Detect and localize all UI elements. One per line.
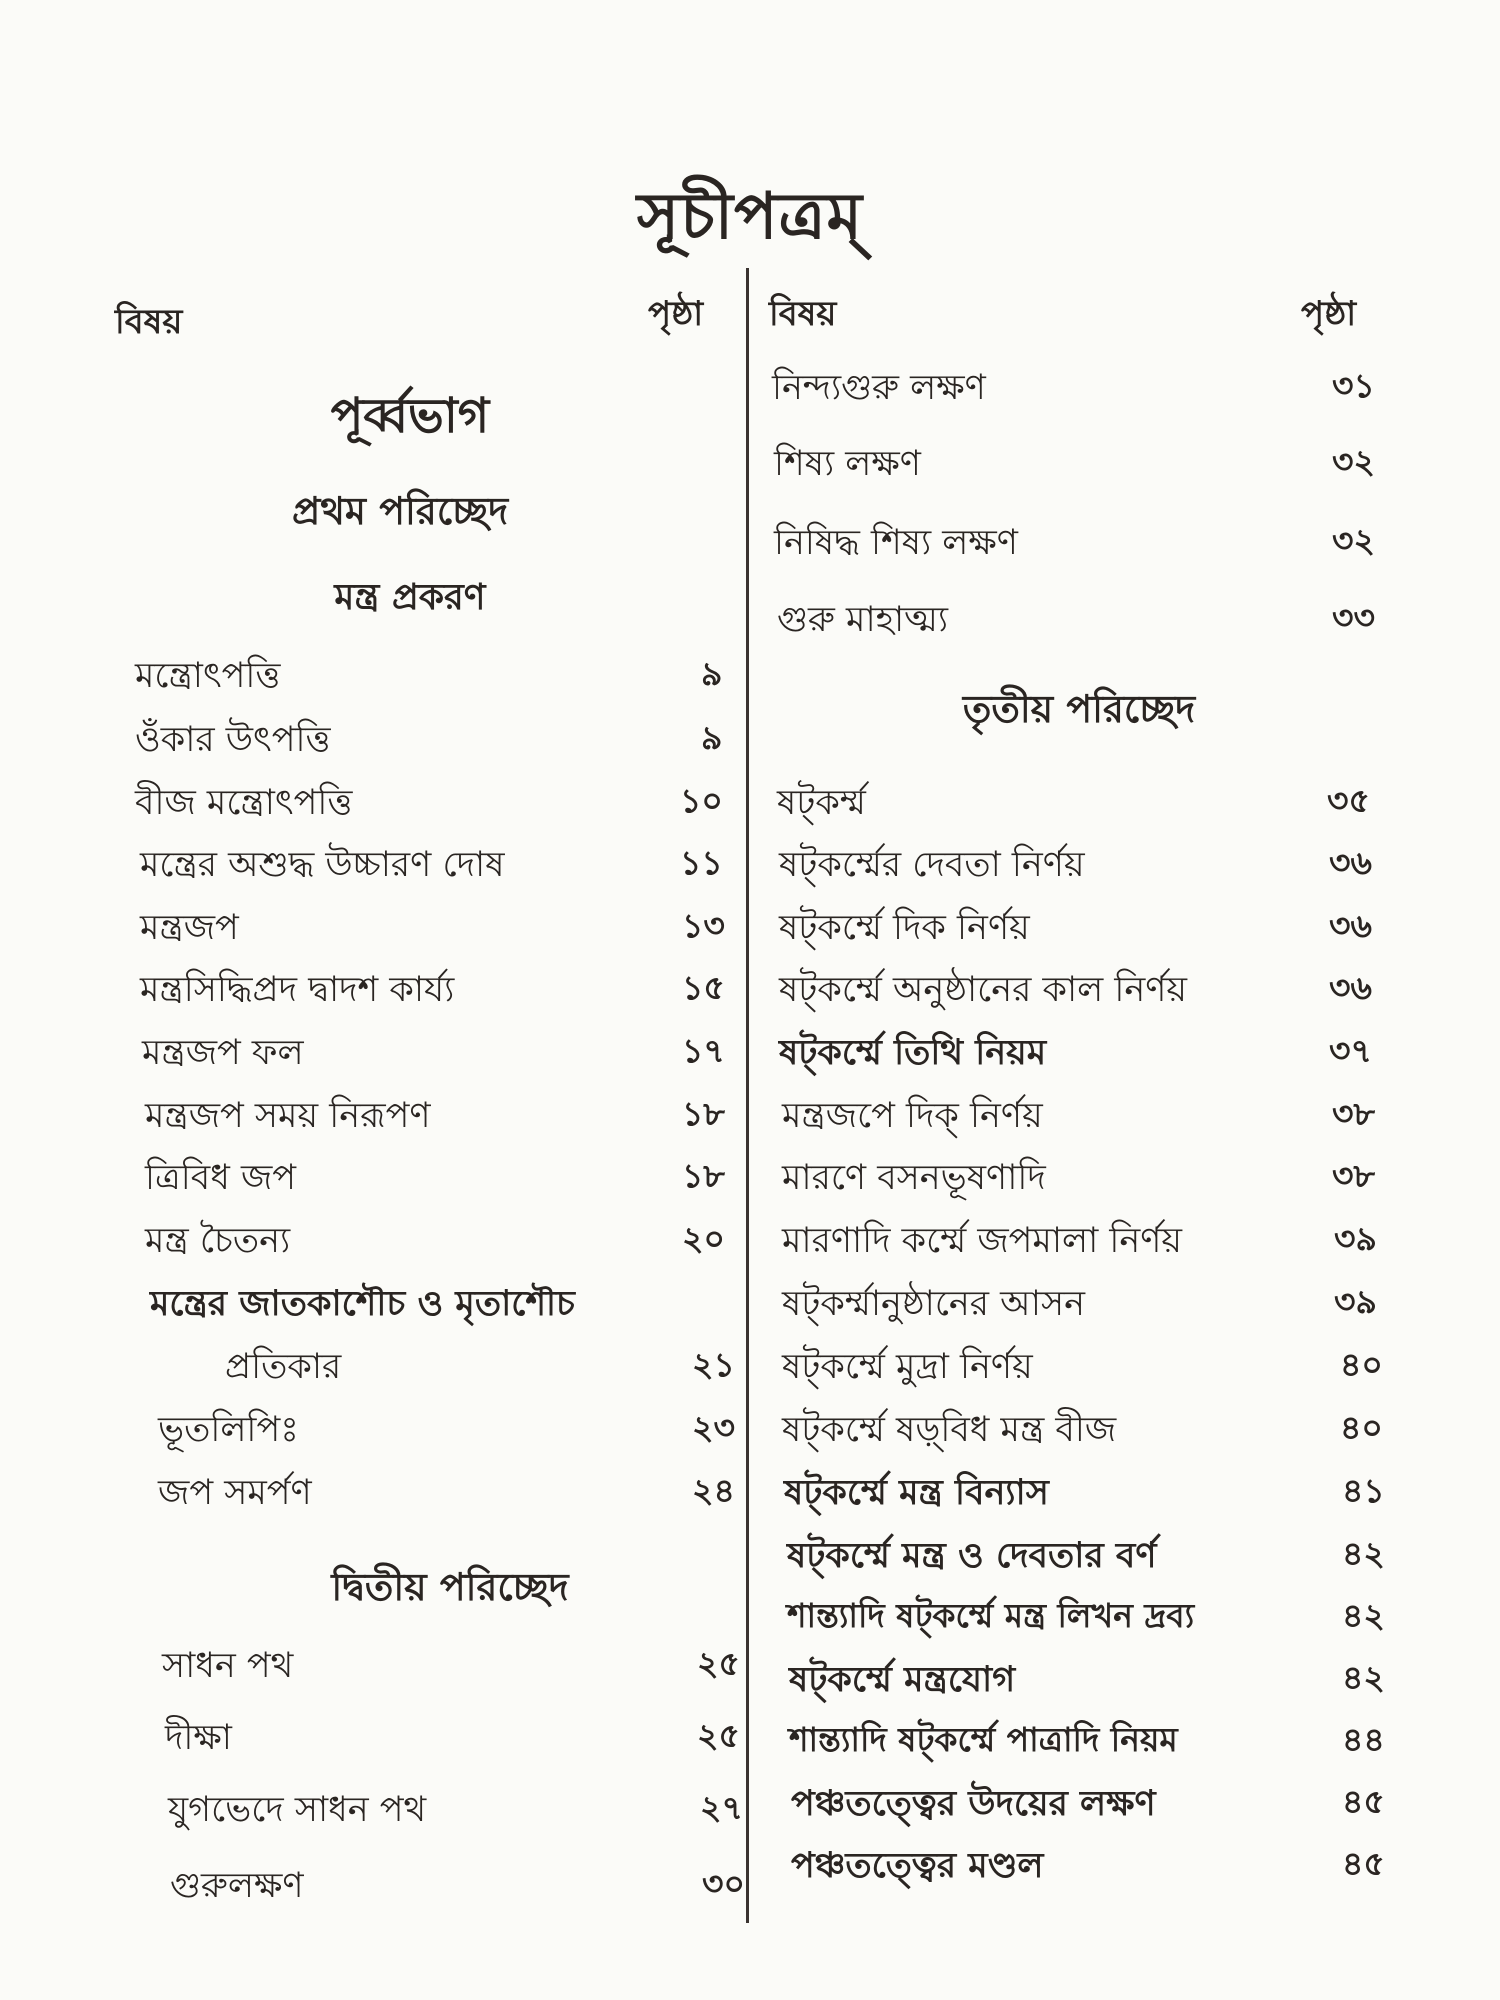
toc-entry-title: ভূতলিপিঃ [158,1410,299,1450]
toc-entry-page: ১৮ [682,1094,725,1133]
toc-entry-title: ষট্‌কর্ম্মে মন্ত্রযোগ [789,1660,1016,1700]
column-divider [746,268,749,1923]
toc-entry-title: নিন্দ্যগুরু লক্ষণ [772,368,986,408]
toc-entry-title: মন্ত্রের জাতকাশৌচ ও মৃতাশৌচ [150,1284,575,1324]
toc-entry-title: মারণে বসনভূষণাদি [782,1158,1046,1198]
toc-entry-title: মন্ত্রের অশুদ্ধ উচ্চারণ দোষ [140,845,505,885]
right-header-subject: বিষয় [769,294,837,334]
right-header-page: পৃষ্ঠা [1301,294,1357,334]
toc-entry-page: ২৩ [692,1408,735,1447]
chapter1-subheading: মন্ত্র প্রকরণ [334,577,486,618]
toc-entry-title: মন্ত্রজপ [140,908,239,948]
chapter2-heading: দ্বিতীয় পরিচ্ছেদ [331,1565,569,1609]
part-heading: পূর্ব্বভাগ [330,388,490,444]
toc-entry-page: ৯ [701,718,723,757]
toc-entry-page: ২০ [682,1219,725,1258]
toc-entry-page: ৩৬ [1329,906,1372,945]
toc-entry-page: ৩০ [702,1864,745,1903]
chapter1-heading: প্রথম পরিচ্ছেদ [291,489,509,533]
toc-entry-page: ৪২ [1342,1534,1385,1573]
toc-entry-page: ৪০ [1340,1345,1383,1384]
toc-entry-title: গুরুলক্ষণ [170,1866,304,1906]
toc-entry-page: ৩১ [1332,366,1375,405]
toc-entry-title: ষট্‌কর্ম্মে মন্ত্র ও দেবতার বর্ণ [787,1536,1157,1576]
toc-entry-page: ৩২ [1332,442,1375,481]
toc-entry-page: ২৫ [697,1644,740,1683]
toc-entry-title: ত্রিবিধ জপ [145,1158,297,1198]
toc-entry-page: ১৮ [682,1156,725,1195]
toc-entry-page: ৩৮ [1332,1156,1375,1195]
toc-entry-title: ষট্‌কর্ম্মে মন্ত্র বিন্যাস [784,1473,1049,1513]
left-header-page: পৃষ্ঠা [648,294,704,334]
toc-entry-title: শিষ্য লক্ষণ [774,444,921,484]
toc-entry-page: ১০ [680,781,723,820]
toc-entry-title: ষট্‌কর্ম্মে তিথি নিয়ম [779,1033,1047,1073]
toc-entry-title: বীজ মন্ত্রোৎপত্তি [135,783,353,823]
toc-entry-title: শান্ত্যাদি ষট্‌কর্ম্মে পাত্রাদি নিয়ম [789,1720,1178,1759]
toc-entry-page: ১৩ [682,906,725,945]
toc-entry-title: পঞ্চতত্ত্বের মণ্ডল [791,1846,1044,1886]
toc-entry-page: ১৫ [682,968,725,1007]
toc-entry-title: মন্ত্রোৎপত্তি [135,656,281,696]
toc-entry-title: ওঁকার উৎপত্তি [135,720,331,760]
left-header-subject: বিষয় [115,302,183,342]
toc-entry-page: ৪৫ [1342,1782,1385,1821]
chapter3-heading: তৃতীয় পরিচ্ছেদ [962,687,1196,731]
toc-entry-page: ৪৪ [1342,1720,1385,1759]
toc-entry-page: ২৪ [692,1471,735,1510]
toc-entry-page: ৩৬ [1329,843,1372,882]
toc-entry-title: নিষিদ্ধ শিষ্য লক্ষণ [774,523,1018,563]
toc-entry-page: ১১ [680,843,723,882]
toc-entry-title: ষট্‌কর্ম্মে দিক নির্ণয় [779,908,1030,948]
toc-entry-page: ২৭ [700,1788,743,1827]
toc-entry-title: শান্ত্যাদি ষট্‌কর্ম্মে মন্ত্র লিখন দ্রব্য [787,1596,1195,1635]
toc-entry-title: ষট্‌কর্ম্মে মুদ্রা নির্ণয় [782,1347,1033,1387]
toc-entry-page: ৩৭ [1329,1031,1372,1070]
toc-entry-title: মন্ত্র চৈতন্য [145,1221,291,1261]
toc-entry-title: মন্ত্রসিদ্ধিপ্রদ দ্বাদশ কার্য্য [140,970,455,1010]
toc-entry-page: ৪০ [1340,1408,1383,1447]
toc-entry-page: ৩৯ [1334,1219,1377,1258]
toc-entry-title: প্রতিকার [225,1347,342,1387]
toc-entry-page: ১৭ [682,1031,725,1070]
toc-entry-title: জপ সমর্পণ [158,1473,312,1513]
toc-entry-page: ৩৯ [1334,1282,1377,1321]
page-title: সূচীপত্রম্ [636,180,864,254]
toc-entry-page: ৪৫ [1342,1844,1385,1883]
toc-entry-page: ২৫ [697,1716,740,1755]
toc-entry-page: ৯ [701,654,723,693]
toc-entry-page: ৪১ [1342,1471,1385,1510]
toc-entry-page: ৩৮ [1332,1094,1375,1133]
toc-entry-title: যুগভেদে সাধন পথ [168,1790,427,1830]
toc-entry-page: ৩৬ [1329,968,1372,1007]
toc-entry-page: ৩২ [1332,521,1375,560]
toc-entry-title: ষট্‌কর্ম্মানুষ্ঠানের আসন [782,1284,1086,1324]
toc-entry-page: ৩৫ [1327,781,1370,820]
toc-entry-title: মন্ত্রজপে দিক্ নির্ণয় [782,1096,1043,1136]
toc-entry-title: মারণাদি কর্ম্মে জপমালা নির্ণয় [782,1221,1183,1261]
toc-entry-page: ৪২ [1342,1596,1385,1635]
toc-entry-title: ষট্‌কর্ম্মের দেবতা নির্ণয় [779,845,1085,885]
toc-entry-title: মন্ত্রজপ ফল [142,1033,304,1073]
toc-entry-page: ২১ [692,1345,735,1384]
toc-entry-title: মন্ত্রজপ সময় নিরূপণ [145,1096,431,1136]
toc-entry-title: সাধন পথ [162,1646,294,1686]
toc-entry-title: গুরু মাহাত্ম্য [777,600,949,640]
toc-entry-title: ষট্‌কর্ম্মে ষড়্‌বিধ মন্ত্র বীজ [782,1410,1117,1450]
toc-entry-title: পঞ্চতত্ত্বের উদয়ের লক্ষণ [791,1784,1156,1824]
toc-entry-title: ষট্‌কর্ম্মে অনুষ্ঠানের কাল নির্ণয় [779,970,1188,1010]
toc-entry-page: ৩৩ [1332,598,1375,637]
toc-entry-title: দীক্ষা [165,1718,232,1758]
toc-entry-page: ৪২ [1342,1658,1385,1697]
toc-entry-title: ষট্‌কর্ম্ম [777,783,866,823]
